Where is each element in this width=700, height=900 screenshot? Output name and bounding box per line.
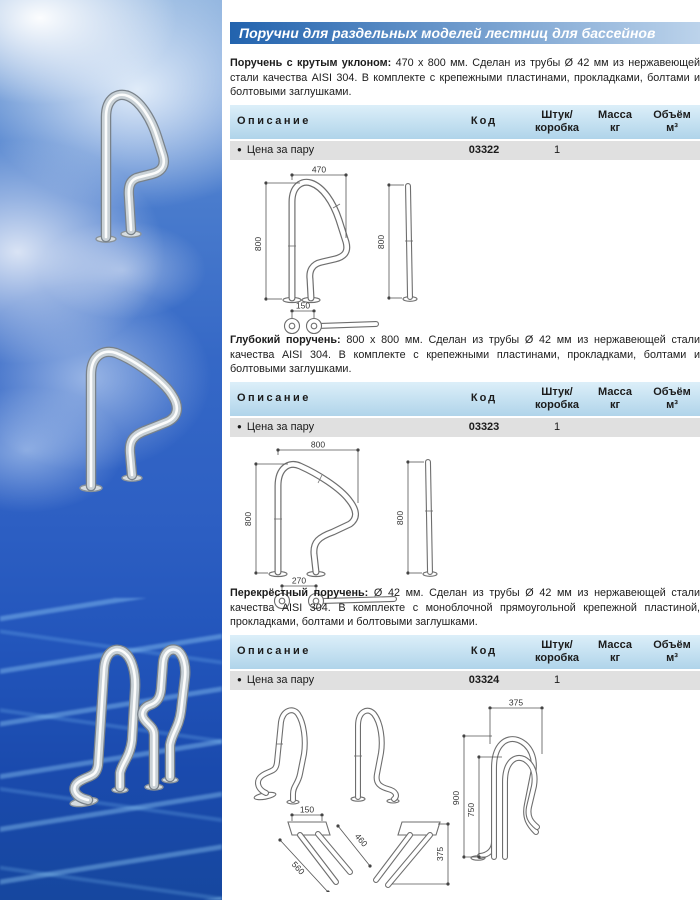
dim-label: 150 (295, 300, 311, 311)
plan-view (285, 300, 377, 333)
dim-label: 560 (289, 859, 307, 877)
technical-drawing-cross (236, 694, 556, 892)
row-code: 03324 (468, 673, 500, 686)
product-name: Перекрёстный поручень: (230, 587, 369, 599)
dimension-side-height (451, 734, 492, 858)
product-description (230, 56, 700, 100)
dim-label: 460 (352, 831, 370, 849)
row-code: 03322 (468, 143, 500, 156)
dim-label: 800 (243, 511, 253, 526)
header-volume-m3: Объём м³ (653, 109, 691, 134)
section-cross-handrail (230, 586, 700, 892)
row-description: ● Цена за пару (237, 143, 315, 156)
header-description: Описание (237, 392, 311, 405)
technical-drawing-deep (242, 441, 467, 609)
header-code: Код (470, 645, 498, 658)
row-pieces: 1 (553, 673, 561, 686)
steel-handrail (80, 352, 177, 492)
dim-label: 270 (291, 575, 307, 586)
bullet-icon: ● (237, 421, 242, 431)
table-header-row (230, 635, 700, 669)
header-mass-kg: Масса кг (598, 639, 632, 664)
header-pieces-per-box: Штук/ коробка (535, 109, 579, 134)
header-volume-m3: Объём м³ (653, 386, 691, 411)
product-table (230, 105, 700, 160)
dim-label: 750 (466, 802, 476, 817)
table-header-row (230, 382, 700, 416)
product-details: 800 x 800 мм. Сделан из трубы Ø 42 мм из нержавеющей стали качества AISI 304. В комплекте с крепежными пластинами, прокладками, болтами и болтовыми заглушками. (230, 334, 700, 376)
product-details: Ø 42 мм. Сделан из трубы Ø 42 мм из нержавеющей стали качества AISI 304. В комплекте с моноблочной прямоугольной крепежной пластиной, прокладками, болтами и болтовыми заглушками. (230, 587, 700, 629)
dimension-side-height (376, 183, 404, 299)
header-code: Код (470, 392, 498, 405)
row-pieces: 1 (553, 420, 561, 433)
row-code: 03323 (468, 420, 500, 433)
header-description: Описание (237, 645, 311, 658)
dim-label: 800 (376, 234, 386, 249)
plan-view-middle (376, 822, 450, 886)
header-pieces-per-box: Штук/ коробка (535, 639, 579, 664)
steel-handrail (96, 95, 164, 242)
row-description: ● Цена за пару (237, 420, 315, 433)
product-table (230, 635, 700, 690)
handrail-photo-steep (78, 82, 193, 250)
dim-label: 900 (451, 790, 461, 805)
front-view (269, 464, 356, 576)
technical-drawing-steep (248, 166, 463, 336)
side-view (471, 739, 537, 860)
header-volume-m3: Объём м³ (653, 639, 691, 664)
bullet-icon: ● (237, 144, 242, 154)
front-view (283, 182, 347, 302)
steel-handrail-tall (70, 650, 136, 808)
front-view-left (254, 710, 305, 804)
dim-label: 375 (508, 697, 524, 708)
handrail-photo-cross (50, 615, 210, 830)
table-row (230, 141, 700, 160)
table-row (230, 418, 700, 437)
header-description: Описание (237, 115, 311, 128)
product-details: 470 x 800 мм. Сделан из трубы Ø 42 мм из нержавеющей стали качества AISI 304. В комплекте с крепежными пластинами, прокладками, болтами и болтовыми заглушками. (230, 57, 700, 99)
product-description (230, 586, 700, 630)
header-pieces-per-box: Штук/ коробка (535, 386, 579, 411)
dim-label: 470 (311, 165, 327, 175)
side-view (423, 462, 437, 576)
header-code: Код (470, 115, 498, 128)
dim-label: 800 (310, 440, 326, 450)
row-pieces: 1 (553, 143, 561, 156)
dim-label: 150 (299, 804, 315, 815)
dim-label: 375 (435, 846, 445, 861)
plan-view-left (278, 804, 371, 892)
section-steep-handrail (230, 56, 700, 336)
dim-label: 800 (253, 236, 263, 251)
table-row (230, 671, 700, 690)
section-deep-handrail (230, 333, 700, 609)
product-description (230, 333, 700, 377)
front-view-middle (351, 710, 399, 802)
pool-water-photo (0, 0, 222, 900)
product-table (230, 382, 700, 437)
product-name: Поручень с крутым уклоном: (230, 57, 392, 69)
handrail-photo-deep (66, 335, 211, 520)
dimension-side-height (395, 460, 424, 574)
table-header-row (230, 105, 700, 139)
dim-label: 800 (395, 510, 405, 525)
product-name: Глубокий поручень: (230, 334, 341, 346)
steel-handrail-short (142, 650, 185, 791)
side-view (403, 186, 417, 301)
page-title: Поручни для раздельных моделей лестниц для бассейнов (230, 22, 700, 44)
bullet-icon: ● (237, 674, 242, 684)
row-description: ● Цена за пару (237, 673, 315, 686)
header-mass-kg: Масса кг (598, 386, 632, 411)
header-mass-kg: Масса кг (598, 109, 632, 134)
